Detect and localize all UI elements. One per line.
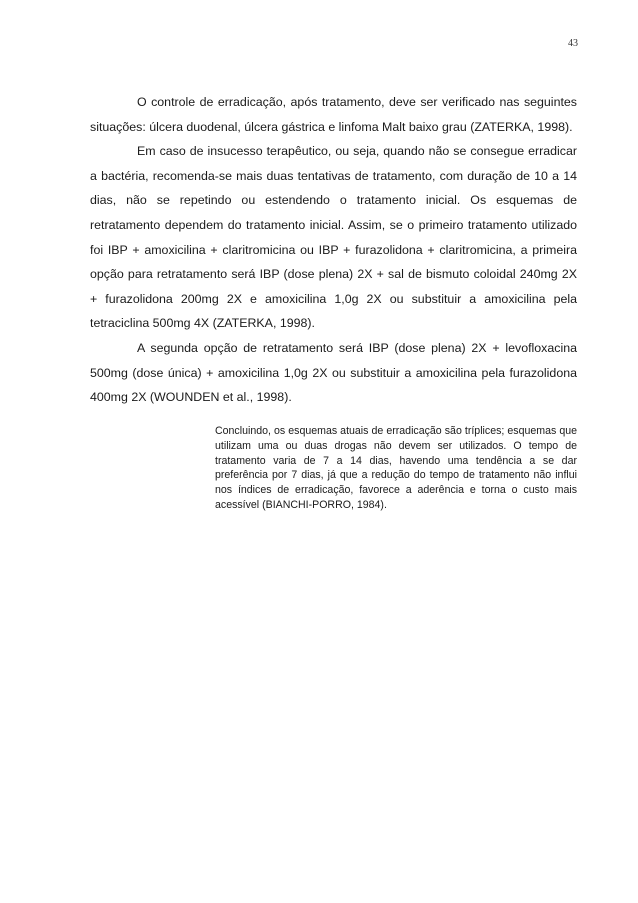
- paragraph-retreatment-second-option: A segunda opção de retratamento será IBP (dose plena) 2X + levofloxacina 500mg (dose única) + amoxicilina 1,0g 2X ou substituir a amoxicilina pela furazolidona 400mg 2X (WOUNDEN et al., 1998).: [90, 340, 577, 405]
- page-number: 43: [568, 38, 578, 49]
- body-text: [90, 90, 577, 410]
- paragraph-retreatment-first-option: Em caso de insucesso terapêutico, ou seja, quando não se consegue erradicar a bactéria, recomenda-se mais duas tentativas de tratamento, com duração de 10 a 14 dias, não se repetindo ou estendendo o tratamento inicial. Os esquemas de retratamento dependem do tratamento inicial. Assim, se o primeiro tratamento utilizado foi IBP + amoxicilina + claritromicina ou IBP + furazolidona + claritromicina, a primeira opção para retratamento será IBP (dose plena) 2X + sal de bismuto coloidal 240mg 2X + furazolidona 200mg 2X e amoxicilina 1,0g 2X ou substituir a amoxicilina pela tetraciclina 500mg 4X (ZATERKA, 1998).: [90, 144, 577, 331]
- block-quote: Concluindo, os esquemas atuais de erradicação são tríplices; esquemas que utilizam uma ou duas drogas não devem ser utilizados. O tempo de tratamento varia de 7 a 14 dias, havendo uma tendência a se dar preferência por 7 dias, já que a redução do tempo de tratamento não influi nos índices de erradicação, favorece a aderência e torna o custo mais acessível (BIANCHI-PORRO, 1984).: [215, 425, 577, 511]
- paragraph-eradication-control: O controle de erradicação, após tratamento, deve ser verificado nas seguintes situações: úlcera duodenal, úlcera gástrica e linfoma Malt baixo grau (ZATERKA, 1998).: [90, 95, 577, 134]
